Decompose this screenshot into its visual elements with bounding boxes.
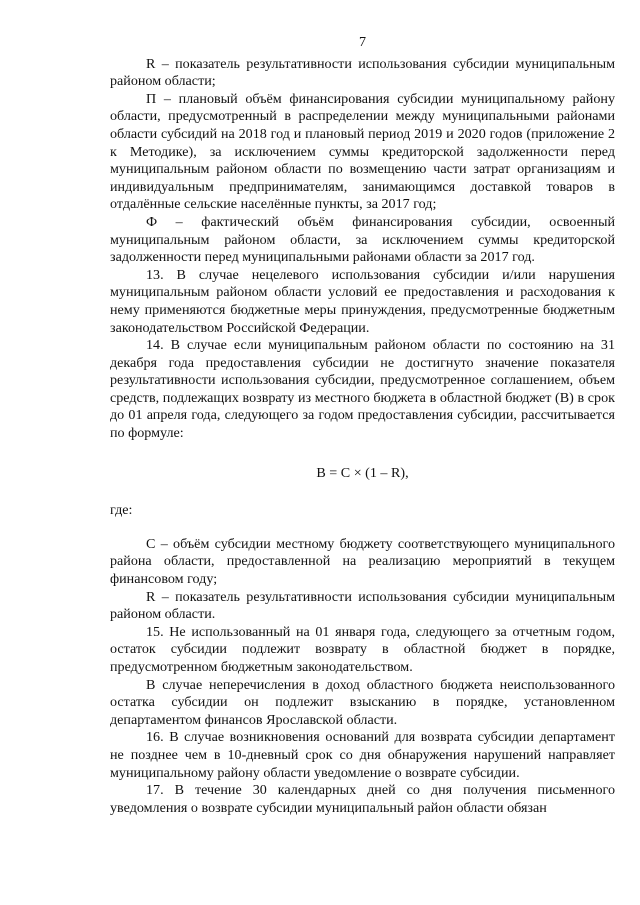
paragraph-14: 14. В случае если муниципальным районом области по состоянию на 31 декабря года предоставления субсидии не достигнуто значение показателя результативности использования субсидии, предусмотренное соглашением, объем средств, подлежащих возврату из местного бюджета в областной бюджет (В) в срок до 01 апреля года, следующего за годом предоставления субсидии, рассчитывается по формуле: bbox=[110, 337, 615, 442]
paragraph-16: 16. В случае возникновения оснований для возврата субсидии департамент не позднее чем в 10-дневный срок со дня обнаружения нарушений направляет муниципальному району области уведомление о возврате субсидии. bbox=[110, 729, 615, 781]
paragraph-15: 15. Не использованный на 01 января года, следующего за отчетным годом, остаток субсидии подлежит возврату в областной бюджет в порядке, предусмотренном бюджетным законодательством. bbox=[110, 623, 615, 675]
paragraph-r-definition: R – показатель результативности использования субсидии муниципальным районом области; bbox=[110, 55, 615, 90]
document-page bbox=[110, 34, 615, 817]
paragraph-15-continued: В случае неперечисления в доход областного бюджета неиспользованного остатка субсидии он подлежит взысканию в порядке, установленном департаментом финансов Ярославской области. bbox=[110, 676, 615, 728]
paragraph-17: 17. В течение 30 календарных дней со дня получения письменного уведомления о возврате субсидии муниципальный район области обязан bbox=[110, 782, 615, 816]
paragraph-r-definition-2: R – показатель результативности использования субсидии муниципальным районом области. bbox=[110, 588, 615, 623]
paragraph-f-definition: Ф – фактический объём финансирования субсидии, освоенный муниципальным районом области, за исключением суммы кредиторской задолженности перед муниципальными районами области за 2017 год. bbox=[110, 213, 615, 266]
paragraph-c-definition: С – объём субсидии местному бюджету соответствующего муниципального района области, предоставленной на реализацию мероприятий в текущем финансовом году; bbox=[110, 535, 615, 588]
formula: В = С × (1 – R), bbox=[316, 464, 409, 481]
page-number: 7 bbox=[358, 34, 367, 50]
paragraph-13: 13. В случае нецелевого использования субсидии и/или нарушения муниципальным районом области условий ее предоставления и расходования к нему применяются бюджетные меры принуждения, предусмотренные бюджетным законодательством Российской Федерации. bbox=[110, 266, 615, 336]
paragraph-p-definition: П – плановый объём финансирования субсидии муниципальному району области, предусмотренный в распределении между муниципальными районами области субсидий на 2018 год и плановый период 2019 и 2020 годов (приложение 2 к Методике), за исключением суммы кредиторской задолженности перед муниципальным районом области по возмещению части затрат организациям и индивидуальным предпринимателям, занимающимся доставкой товаров в отдалённые сельские населённые пункты, за 2017 год; bbox=[110, 90, 615, 213]
where-label: где: bbox=[110, 502, 133, 519]
